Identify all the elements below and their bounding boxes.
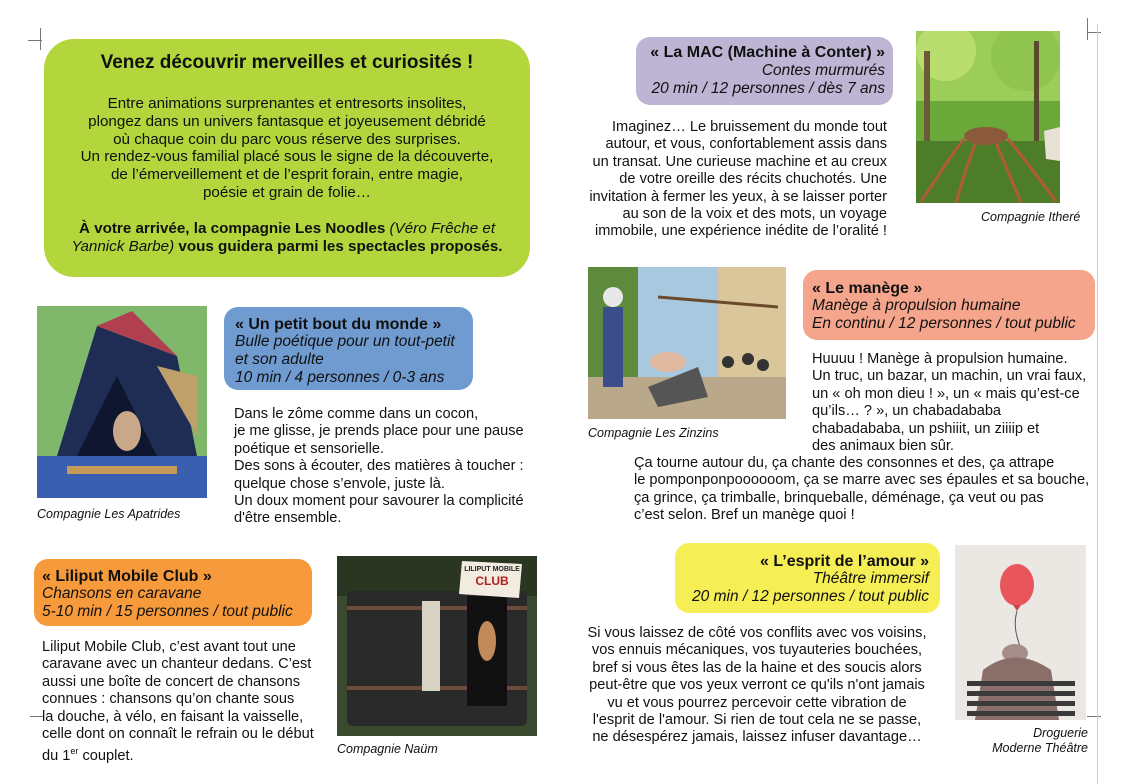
photo-caption: Compagnie Itheré (981, 210, 1081, 224)
text-line: connues : chansons qu’on chante sous (42, 691, 295, 708)
intro-arrival-bold: vous guidera parmi les spectacles proposés. (174, 237, 503, 255)
photo-caption: Compagnie Les Zinzins (588, 426, 719, 440)
text-line: chabadababa, un pshiiit, un ziiiip et (812, 420, 1040, 437)
intro-text (44, 95, 530, 255)
intro-line: Un rendez-vous familial placé sous le signe de la découverte, (80, 148, 494, 166)
crop-mark (40, 28, 41, 50)
mac-photo (916, 31, 1060, 203)
photo-caption (960, 726, 1088, 756)
sign-line: LILIPUT MOBILE (464, 566, 520, 573)
text-line: Liliput Mobile Club, c’est avant tout une (42, 639, 296, 655)
text-line: celle dont on connaît le refrain ou le début (42, 726, 314, 743)
show-title: « La MAC (Machine à Conter) » (650, 44, 885, 61)
text-line: Imaginez… Le bruissement du monde tout (611, 119, 887, 135)
show-subtitle: Théâtre immersif (812, 570, 929, 587)
text-line: l'esprit de l'amour. Si rien de tout cela ne se passe, (592, 712, 922, 729)
text-line: poétique et sensorielle. (234, 440, 385, 457)
text-line: je me glisse, je prends place pour une pause (234, 423, 524, 440)
show-subtitle: Chansons en caravane (42, 585, 202, 602)
show-title: « Un petit bout du monde » (235, 316, 442, 333)
text-line: Dans le zôme comme dans un cocon, (234, 406, 479, 422)
intro-arrival-italic: Yannick Barbe) (71, 237, 175, 255)
manege-photo (588, 267, 786, 419)
intro-box (44, 39, 530, 277)
superscript: er (70, 746, 79, 757)
text-line: autour, et vous, confortablement assis dans (605, 136, 887, 153)
show-info: En continu / 12 personnes / tout public (812, 315, 1076, 332)
liliput-photo (337, 556, 537, 736)
text-line: Un doux moment pour savourer la complicité (234, 493, 524, 510)
bout-description (234, 406, 524, 528)
show-subtitle: et son adulte (235, 351, 324, 368)
intro-arrival-bold: À votre arrivée, la compagnie Les Noodles (78, 219, 386, 237)
crop-mark (1097, 24, 1098, 784)
manege-header-box (803, 270, 1095, 340)
intro-arrival-line (44, 238, 530, 256)
text-line: vu et vous pourrez percevoir cette vibration de (607, 694, 907, 711)
crop-mark (1087, 32, 1101, 33)
amour-header-box (675, 543, 940, 613)
show-info: 20 min / 12 personnes / tout public (692, 588, 929, 605)
text-line: bref si vous êtes las de la haine et des soucis alors (592, 659, 922, 676)
text-line: Des sons à écouter, des matières à toucher : (234, 458, 524, 475)
liliput-description (42, 639, 314, 766)
bout-photo (37, 306, 207, 498)
intro-line: poésie et grain de folie… (202, 183, 371, 201)
show-info: 5-10 min / 15 personnes / tout public (42, 603, 293, 620)
text-fragment: couplet. (78, 748, 134, 765)
intro-line: Entre animations surprenantes et entresorts insolites, (107, 95, 467, 112)
text-line: peut-être que vos yeux verront ce qu'ils n'ont jamais (589, 677, 925, 694)
mac-description (560, 119, 887, 241)
liliput-header-box (34, 559, 312, 626)
text-line: vos ennuis mécaniques, vos tuyauteries bouchées, (591, 642, 923, 659)
sign-line: CLUB (475, 574, 509, 588)
amour-illustration (955, 545, 1086, 720)
intro-arrival-italic: (Véro Frêche et (385, 219, 496, 237)
liliput-sign-text (463, 566, 521, 588)
crop-mark (1087, 716, 1101, 717)
text-line: la douche, à vélo, en faisant la vaisselle, (42, 708, 304, 725)
manege-description-a (812, 351, 1086, 455)
intro-line: plongez dans un univers fantasque et joyeusement débridé (88, 112, 486, 130)
show-subtitle: Manège à propulsion humaine (812, 297, 1021, 314)
text-line: Un truc, un bazar, un machin, un vrai faux, (812, 368, 1087, 385)
text-line: c’est selon. Bref un manège quoi ! (634, 507, 855, 524)
text-line: le pomponponpoooooom, ça se marre avec ses épaules et sa bouche, (634, 472, 1090, 489)
manege-description-b (634, 455, 1089, 525)
text-line: quelque chose s’envole, juste là. (234, 475, 445, 492)
show-subtitle: Contes murmurés (761, 62, 885, 79)
caption-line: Droguerie (1033, 726, 1088, 740)
show-title: « Le manège » (812, 280, 923, 297)
text-line: ne désespérez jamais, laissez infuser davantage… (592, 729, 922, 746)
text-line (42, 743, 314, 765)
text-line: Si vous laissez de côté vos conflits avec vos voisins, (587, 625, 927, 641)
text-line: un transat. Une curieuse machine et au creux (592, 153, 887, 170)
photo-caption: Compagnie Naüm (337, 742, 438, 756)
show-subtitle: Bulle poétique pour un tout-petit (235, 333, 455, 350)
text-line: invitation à fermer les yeux, à se laisser porter (589, 188, 887, 205)
text-line: de votre oreille des récits chuchotés. Une (619, 171, 887, 188)
text-line: au son de la voix et des mots, un voyage (622, 206, 887, 223)
text-line: qu’ils… ? », un chabadababa (812, 403, 1002, 420)
intro-arrival-line (44, 220, 530, 238)
photo-caption: Compagnie Les Apatrides (37, 507, 181, 521)
text-line: caravane avec un chanteur dedans. C’est (42, 656, 312, 673)
mac-header-box (636, 37, 893, 105)
intro-title: Venez découvrir merveilles et curiosités ! (100, 52, 474, 73)
show-title: « Liliput Mobile Club » (42, 568, 212, 585)
text-line: Huuuu ! Manège à propulsion humaine. (812, 351, 1068, 367)
crop-mark (28, 40, 42, 41)
text-line: ça grince, ça trimballe, brinqueballe, déménage, ça veut ou pas (634, 489, 1044, 506)
caption-line: Moderne Théâtre (992, 741, 1088, 755)
intro-line: de l’émerveillement et de l’esprit forain, entre magie, (110, 166, 463, 184)
show-info: 10 min / 4 personnes / 0-3 ans (235, 369, 445, 386)
text-line: Ça tourne autour du, ça chante des consonnes et des, ça attrape (634, 455, 1055, 471)
show-title: « L’esprit de l’amour » (760, 553, 929, 570)
bout-header-box (224, 307, 473, 390)
crop-mark (1087, 18, 1088, 40)
intro-line: où chaque coin du parc vous réserve des surprises. (113, 130, 461, 148)
show-info: 20 min / 12 personnes / dès 7 ans (651, 80, 885, 97)
text-fragment: du 1 (42, 748, 71, 765)
amour-description (584, 625, 930, 747)
text-line: immobile, une expérience inédite de l’oralité ! (594, 223, 887, 240)
text-line: d'être ensemble. (234, 510, 342, 527)
text-line: des animaux bien sûr. (812, 438, 954, 455)
text-line: un « oh mon dieu ! », un « mais qu’est-ce (812, 385, 1080, 402)
text-line: aussi une boîte de concert de chansons (42, 673, 300, 690)
